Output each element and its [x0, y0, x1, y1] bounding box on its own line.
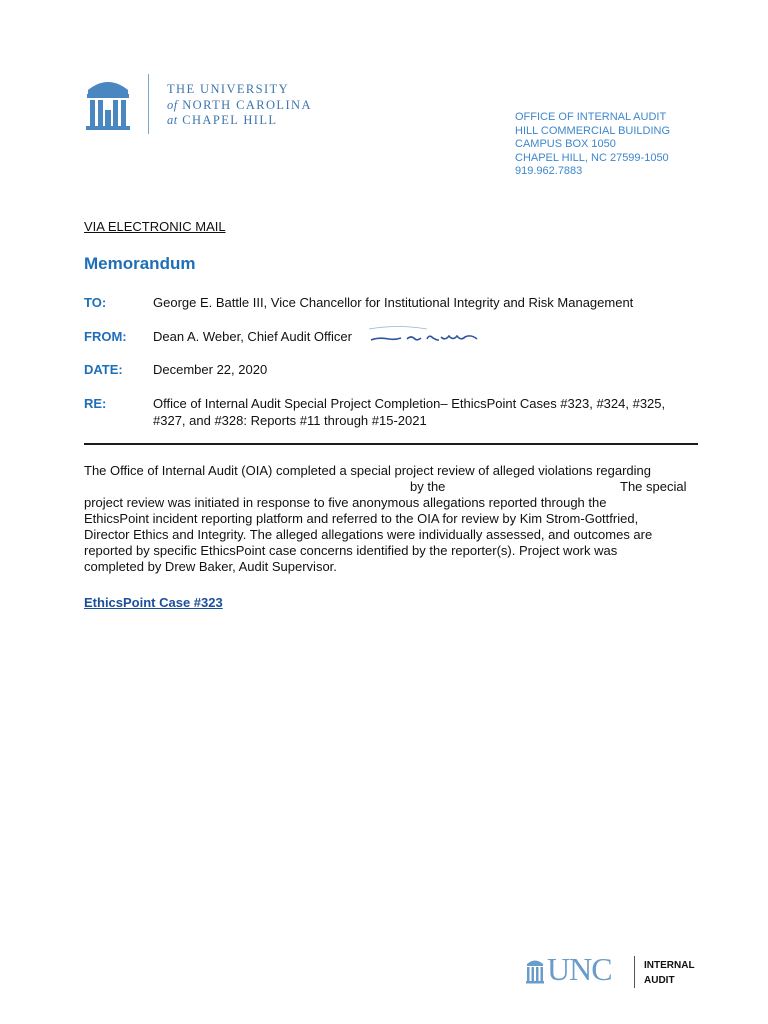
re-value	[153, 396, 665, 429]
body-line: Director Ethics and Integrity. The alleged allegations were individually assessed, and outcomes are	[84, 527, 653, 542]
office-address-line: CHAPEL HILL, NC 27599-1050	[515, 151, 669, 164]
from-value: Dean A. Weber, Chief Audit Officer	[153, 329, 352, 344]
body-line: by the	[410, 479, 446, 494]
header-divider-rule	[84, 443, 698, 445]
university-name	[167, 82, 312, 129]
body-line: project review was initiated in response to five anonymous allegations reported through the	[84, 495, 607, 510]
office-address-line: CAMPUS BOX 1050	[515, 138, 616, 151]
from-label: FROM:	[84, 329, 127, 344]
ethicspoint-case-heading: EthicsPoint Case #323	[84, 595, 223, 610]
re-line: #327, and #328: Reports #11 through #15-2021	[153, 412, 427, 428]
date-value: December 22, 2020	[153, 362, 268, 377]
office-address-line: HILL COMMERCIAL BUILDING	[515, 124, 671, 137]
memo-title: Memorandum	[84, 254, 196, 273]
to-label: TO:	[84, 295, 107, 310]
footer-unc-wordmark: UNC	[547, 951, 612, 987]
body-line: reported by specific EthicsPoint case concerns identified by the reporter(s). Project work was	[84, 543, 618, 558]
to-value: George E. Battle III, Vice Chancellor for Institutional Integrity and Risk Management	[153, 295, 634, 310]
footer-unit-line: AUDIT	[644, 975, 675, 986]
date-label: DATE:	[84, 362, 123, 377]
body-line: EthicsPoint incident reporting platform and referred to the OIA for review by Kim Strom-Gottfried,	[84, 511, 639, 526]
university-name-line2: of NORTH CAROLINA	[167, 97, 312, 112]
old-well-logo-icon	[84, 76, 132, 132]
footer-divider	[634, 956, 635, 988]
body-line: The special	[620, 479, 687, 494]
footer-unit-name	[644, 958, 695, 988]
office-address	[515, 111, 670, 179]
old-well-footer-icon	[525, 957, 545, 985]
footer-unit-line: INTERNAL	[644, 960, 695, 971]
university-name-line3: at CHAPEL HILL	[167, 113, 278, 127]
office-phone: 919.962.7883	[515, 165, 583, 178]
signature-image	[367, 323, 493, 349]
re-label: RE:	[84, 396, 107, 411]
re-line: Office of Internal Audit Special Project Completion– EthicsPoint Cases #323, #324, #325,	[153, 396, 666, 411]
delivery-method: VIA ELECTRONIC MAIL	[84, 219, 226, 234]
letterhead-divider	[148, 74, 149, 134]
body-line: The Office of Internal Audit (OIA) completed a special project review of alleged violations regarding	[84, 463, 652, 478]
office-address-line: OFFICE OF INTERNAL AUDIT	[515, 111, 667, 123]
body-line: completed by Drew Baker, Audit Supervisor.	[84, 559, 337, 574]
university-name-line1: THE UNIVERSITY	[167, 82, 290, 96]
